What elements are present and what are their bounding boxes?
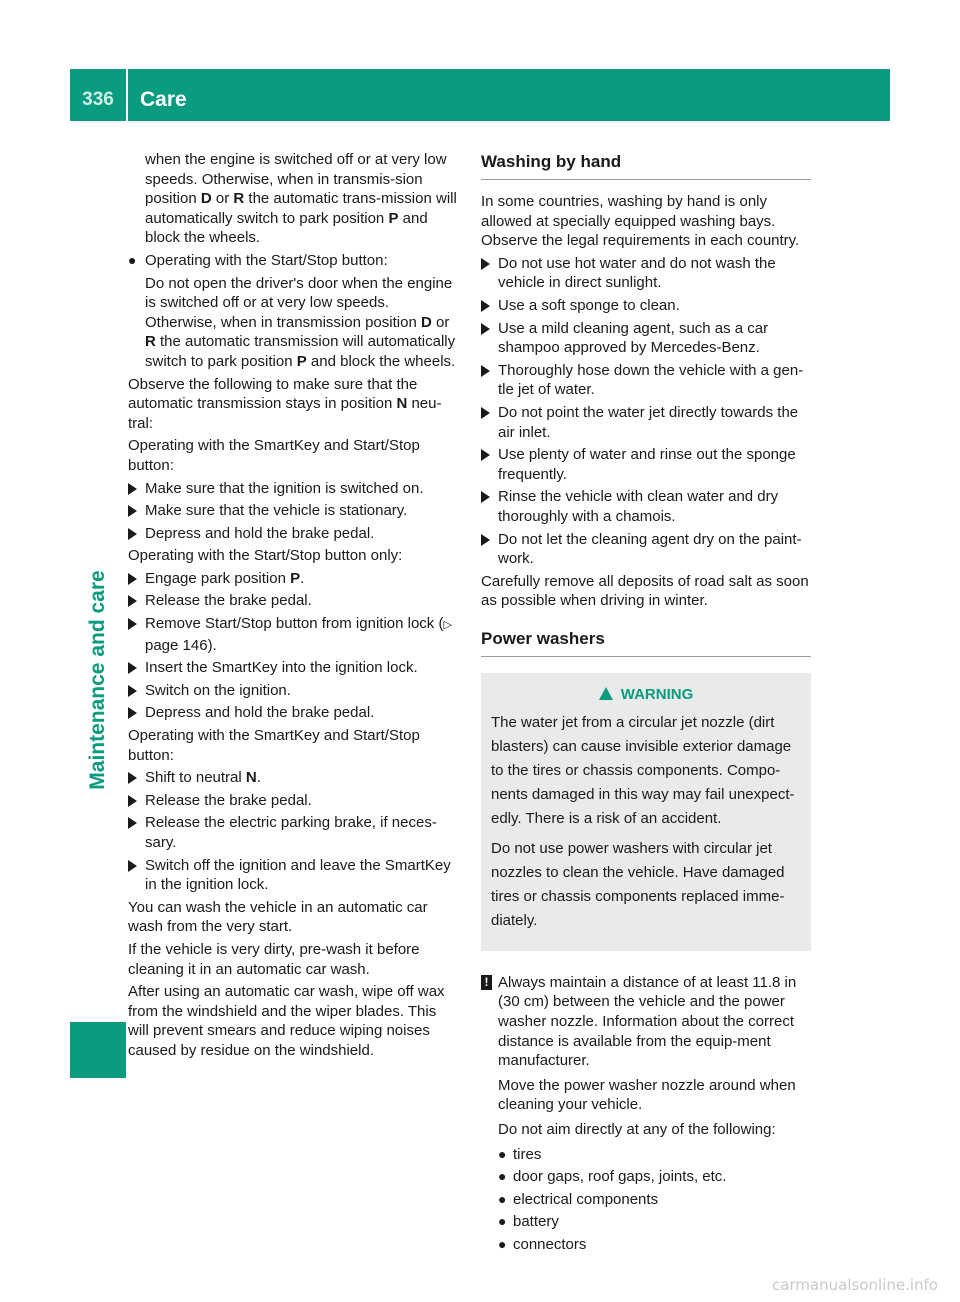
salt-paragraph: Carefully remove all deposits of road salt as soon as possible when driving in winter. bbox=[481, 572, 809, 610]
group2-intro: Operating with the Start/Stop button only: bbox=[128, 547, 403, 565]
section-title: Care bbox=[140, 88, 187, 111]
step-arrow-icon bbox=[128, 595, 137, 607]
note-paragraph: Always maintain a distance of at least 11.8 in (30 cm) between the vehicle and the power washer nozzle. Information about the correct distance is available from the equip-ment manufacturer. bbox=[498, 973, 797, 1070]
step-item: Insert the SmartKey into the ignition lock. bbox=[128, 658, 460, 678]
step-item: Thoroughly hose down the vehicle with a gen-tle jet of water. bbox=[481, 361, 811, 400]
closing-paragraph: After using an automatic car wash, wipe off wax from the windshield and the wiper blades. This will prevent smears and reduce wiping noises caused by residue on the windshield. bbox=[128, 983, 445, 1059]
warning-box bbox=[481, 673, 811, 951]
header-bar bbox=[70, 69, 890, 121]
chapter-side-label: Maintenance and care bbox=[86, 570, 109, 790]
step-arrow-icon bbox=[481, 534, 490, 546]
exclamation-icon: ! bbox=[481, 975, 492, 990]
left-column bbox=[128, 150, 460, 1064]
bullet-icon: ● bbox=[498, 1145, 507, 1162]
bullet-icon: ● bbox=[128, 251, 137, 268]
step-item: Use plenty of water and rinse out the sponge frequently. bbox=[481, 445, 811, 484]
list-item: ● connectors bbox=[498, 1236, 587, 1253]
page-number: 336 bbox=[82, 89, 114, 110]
step-item: Use a mild cleaning agent, such as a car shampoo approved by Mercedes-Benz. bbox=[481, 319, 811, 358]
step-arrow-icon bbox=[128, 505, 137, 517]
step-arrow-icon bbox=[481, 491, 490, 503]
note-block bbox=[481, 973, 811, 1255]
heading-power-washers: Power washers bbox=[481, 627, 811, 657]
step-item: Engage park position P. bbox=[128, 569, 460, 589]
step-item: Release the brake pedal. bbox=[128, 791, 460, 811]
step-item: Do not point the water jet directly towards the air inlet. bbox=[481, 403, 811, 442]
step-arrow-icon bbox=[128, 662, 137, 674]
step-item: Do not let the cleaning agent dry on the paint-work. bbox=[481, 530, 811, 569]
page-ref-icon[interactable]: ▷ bbox=[443, 619, 452, 632]
step-arrow-icon bbox=[481, 323, 490, 335]
list-item: ● tires bbox=[498, 1145, 542, 1163]
warning-triangle-icon bbox=[599, 687, 613, 700]
step-arrow-icon bbox=[128, 618, 137, 630]
bullet-start-stop: ● Operating with the Start/Stop button: Do not open the driver's door when the engine is switched off or at very low speeds. Otherwise, when in transmission position D or R the automatic transmission will automatically switch to park position P and block the wheels. bbox=[128, 251, 460, 372]
bullet-icon: ● bbox=[498, 1190, 507, 1207]
list-item: ● electrical components bbox=[498, 1190, 659, 1208]
chapter-tab bbox=[70, 1022, 126, 1078]
closing-paragraph: You can wash the vehicle in an automatic car wash from the very start. bbox=[128, 898, 428, 936]
step-arrow-icon bbox=[481, 365, 490, 377]
step-item: Depress and hold the brake pedal. bbox=[128, 524, 460, 544]
warning-title: WARNING bbox=[491, 683, 801, 707]
step-arrow-icon bbox=[128, 817, 137, 829]
step-item: Release the brake pedal. bbox=[128, 591, 460, 611]
step-arrow-icon bbox=[128, 483, 137, 495]
step-arrow-icon bbox=[128, 795, 137, 807]
group1-intro: Operating with the SmartKey and Start/Stop button: bbox=[128, 437, 420, 474]
bullet-start-stop-body: Do not open the driver's door when the engine is switched off or at very low speeds. Otherwise, when in transmission position D or R the automatic transmission will automatically switch to park position P and block the wheels. bbox=[145, 274, 456, 370]
observe-paragraph: Observe the following to make sure that the automatic transmission stays in position N neu-tral: bbox=[128, 375, 442, 432]
watermark: carmanualsonline.info bbox=[772, 1276, 938, 1294]
group3-intro: Operating with the SmartKey and Start/Stop button: bbox=[128, 727, 420, 764]
step-arrow-icon bbox=[128, 707, 137, 719]
step-arrow-icon bbox=[128, 685, 137, 697]
step-arrow-icon bbox=[128, 860, 137, 872]
header-divider bbox=[126, 69, 128, 121]
intro-paragraph: In some countries, washing by hand is only allowed at specially equipped washing bays. Observe the legal requirements in each country. bbox=[481, 193, 800, 250]
step-arrow-icon bbox=[481, 407, 490, 419]
right-column bbox=[481, 150, 811, 1258]
warning-paragraph: Do not use power washers with circular jet nozzles to clean the vehicle. Have damaged tires or chassis components replaced imme-diately. bbox=[491, 839, 785, 929]
step-item: Rinse the vehicle with clean water and dry thoroughly with a chamois. bbox=[481, 487, 811, 526]
step-arrow-icon bbox=[481, 300, 490, 312]
closing-paragraph: If the vehicle is very dirty, pre-wash it before cleaning it in an automatic car wash. bbox=[128, 940, 420, 978]
warning-paragraph: The water jet from a circular jet nozzle (dirt blasters) can cause invisible exterior damage to the tires or chassis components. Compo-nents damaged in this way may fail unexpect-edly. There is a risk of an accident. bbox=[491, 713, 795, 827]
step-item: Make sure that the vehicle is stationary. bbox=[128, 501, 460, 521]
step-arrow-icon bbox=[128, 772, 137, 784]
bullet-icon: ● bbox=[498, 1168, 507, 1185]
step-arrow-icon bbox=[128, 573, 137, 585]
step-item: Do not use hot water and do not wash the vehicle in direct sunlight. bbox=[481, 254, 811, 293]
list-item: ● battery bbox=[498, 1213, 559, 1231]
note-paragraph: Do not aim directly at any of the following: bbox=[498, 1121, 776, 1139]
step-item: Switch on the ignition. bbox=[128, 681, 460, 701]
step-item: Make sure that the ignition is switched on. bbox=[128, 479, 460, 499]
continued-paragraph: when the engine is switched off or at very low speeds. Otherwise, when in transmis-sion position D or R the automatic trans-mission will automatically switch to park position P and block the wheels. bbox=[145, 151, 457, 247]
note-paragraph: Move the power washer nozzle around when cleaning your vehicle. bbox=[498, 1076, 796, 1114]
step-item: Remove Start/Stop button from ignition lock (▷ page 146). bbox=[128, 614, 460, 655]
step-item: Release the electric parking brake, if neces-sary. bbox=[128, 813, 460, 852]
bullet-icon: ● bbox=[498, 1213, 507, 1230]
step-item: Shift to neutral N. bbox=[128, 768, 460, 788]
step-item: Switch off the ignition and leave the SmartKey in the ignition lock. bbox=[128, 856, 460, 895]
bullet-icon: ● bbox=[498, 1236, 507, 1252]
list-item: ● door gaps, roof gaps, joints, etc. bbox=[498, 1168, 727, 1186]
step-item: Depress and hold the brake pedal. bbox=[128, 703, 460, 723]
step-arrow-icon bbox=[481, 258, 490, 270]
step-arrow-icon bbox=[481, 449, 490, 461]
step-arrow-icon bbox=[128, 528, 137, 540]
heading-washing-by-hand: Washing by hand bbox=[481, 150, 811, 180]
step-item: Use a soft sponge to clean. bbox=[481, 296, 811, 316]
